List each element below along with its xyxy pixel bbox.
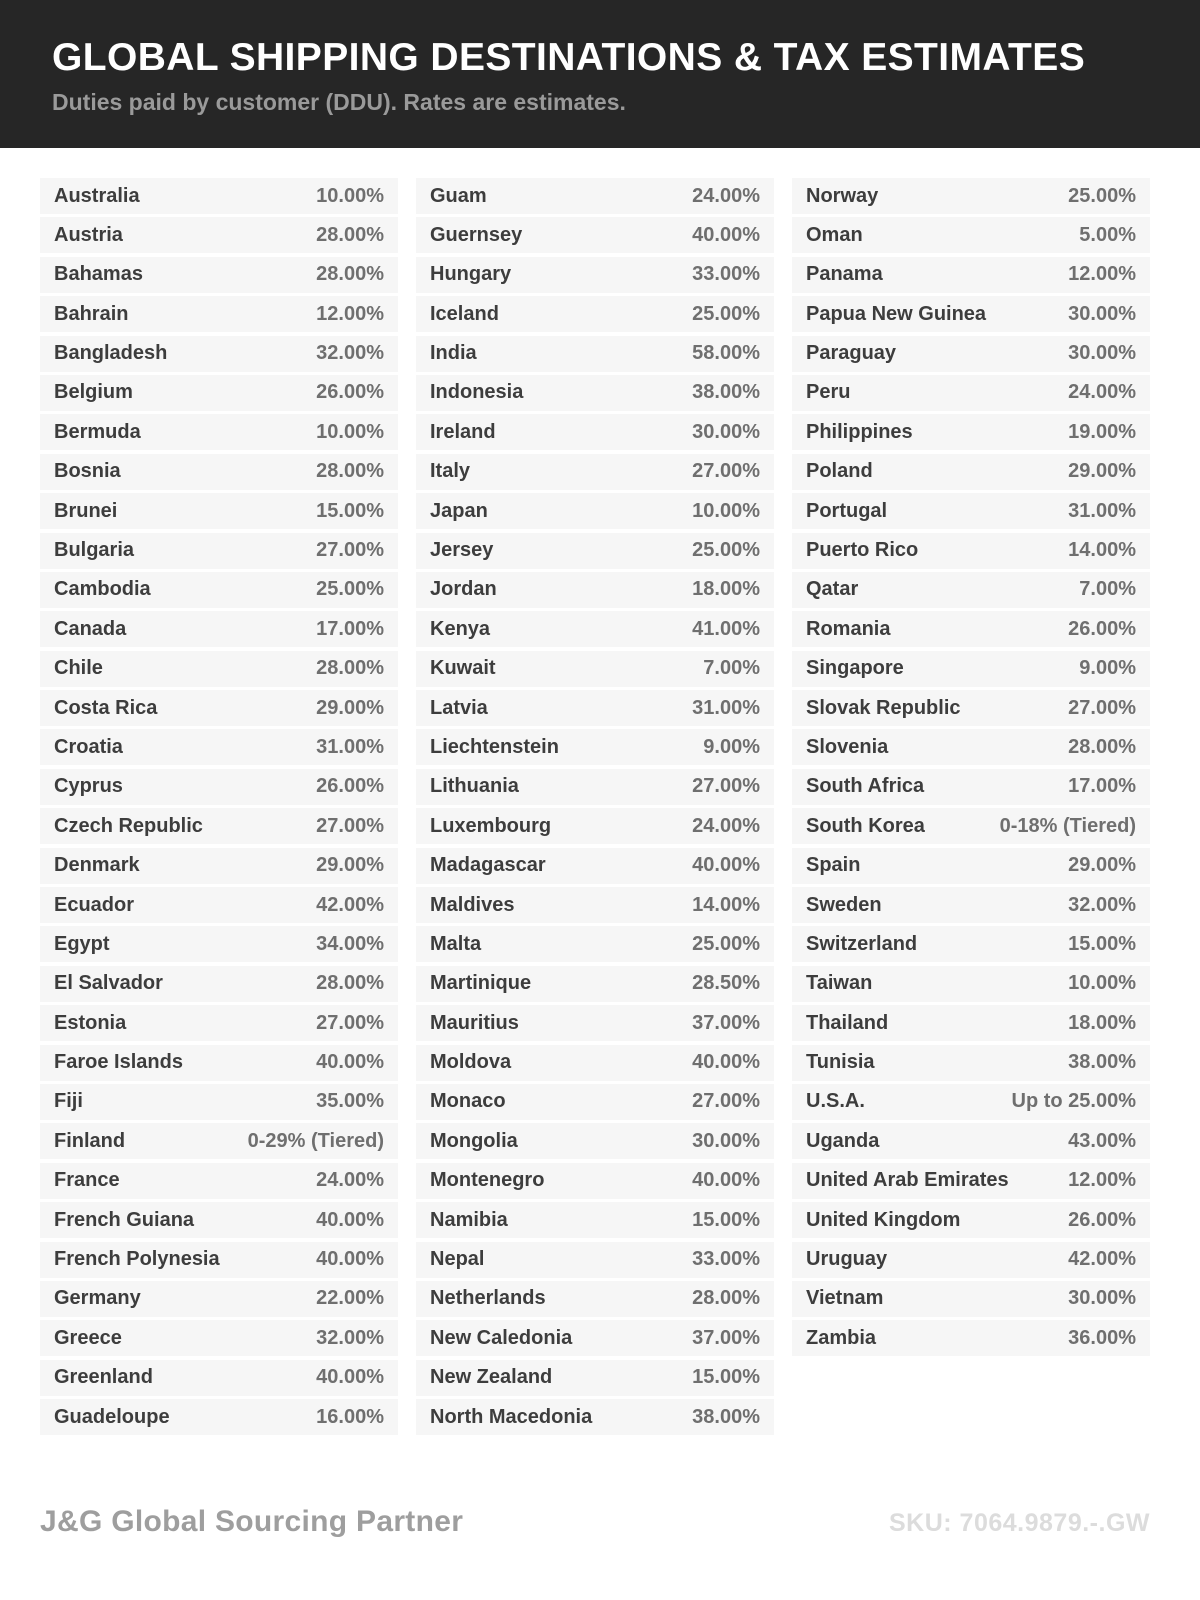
table-row	[416, 493, 774, 529]
table-row	[40, 533, 398, 569]
table-row	[416, 1045, 774, 1081]
table-row	[792, 808, 1150, 844]
country-name: Australia	[54, 184, 140, 207]
table-row	[792, 848, 1150, 884]
table-row	[40, 572, 398, 608]
tax-rate: 15.00%	[692, 1208, 760, 1231]
table-row	[40, 808, 398, 844]
tax-rate: 28.00%	[692, 1287, 760, 1310]
tax-rate: 10.00%	[692, 499, 760, 522]
tax-rate: 28.50%	[692, 972, 760, 995]
country-name: Vietnam	[806, 1287, 884, 1310]
tax-rate: 42.00%	[316, 893, 384, 916]
table-row	[792, 178, 1150, 214]
country-name: Iceland	[430, 302, 499, 325]
country-name: Latvia	[430, 696, 488, 719]
country-name: Martinique	[430, 972, 532, 995]
tax-rate: 9.00%	[703, 735, 760, 758]
table-row	[416, 257, 774, 293]
country-name: Uruguay	[806, 1248, 888, 1271]
header	[0, 0, 1200, 148]
table-row	[416, 1281, 774, 1317]
table-row	[416, 217, 774, 253]
tax-rate: 37.00%	[692, 1011, 760, 1034]
table-row	[416, 296, 774, 332]
sku-label: SKU: 7064.9879.-.GW	[889, 1509, 1150, 1537]
tax-rate: 24.00%	[316, 1169, 384, 1192]
country-name: Bosnia	[54, 460, 121, 483]
rate-column-3	[792, 178, 1150, 1360]
country-name: Costa Rica	[54, 696, 158, 719]
country-name: French Guiana	[54, 1208, 195, 1231]
country-name: Greece	[54, 1326, 122, 1349]
country-name: United Kingdom	[806, 1208, 961, 1231]
table-row	[40, 178, 398, 214]
tax-rate: 19.00%	[1068, 420, 1136, 443]
table-row	[792, 375, 1150, 411]
table-row	[416, 1242, 774, 1278]
table-row	[792, 217, 1150, 253]
tax-rate: 28.00%	[316, 657, 384, 680]
country-name: Guam	[430, 184, 487, 207]
table-row	[40, 1163, 398, 1199]
country-name: Cambodia	[54, 578, 151, 601]
country-name: France	[54, 1169, 120, 1192]
table-row	[416, 1399, 774, 1435]
table-row	[792, 257, 1150, 293]
table-row	[792, 926, 1150, 962]
country-name: Moldova	[430, 1051, 512, 1074]
country-name: Ecuador	[54, 893, 135, 916]
tax-rate: 15.00%	[316, 499, 384, 522]
table-row	[416, 611, 774, 647]
country-name: Ireland	[430, 420, 496, 443]
country-name: Mongolia	[430, 1129, 518, 1152]
country-name: Kuwait	[430, 657, 496, 680]
tax-rate: 38.00%	[692, 381, 760, 404]
table-row	[40, 769, 398, 805]
table-row	[416, 651, 774, 687]
table-row	[416, 1163, 774, 1199]
country-name: Montenegro	[430, 1169, 545, 1192]
tax-rate: 15.00%	[692, 1366, 760, 1389]
tax-rate: 17.00%	[1068, 775, 1136, 798]
country-name: Italy	[430, 460, 471, 483]
table-row	[792, 493, 1150, 529]
table-row	[40, 1242, 398, 1278]
tax-rate: 10.00%	[316, 420, 384, 443]
country-name: Bahrain	[54, 302, 129, 325]
tax-rate: 27.00%	[316, 814, 384, 837]
tax-rate: 41.00%	[692, 617, 760, 640]
table-row	[792, 1281, 1150, 1317]
table-row	[792, 1320, 1150, 1356]
country-name: Croatia	[54, 735, 123, 758]
tax-rate: 38.00%	[692, 1405, 760, 1428]
country-name: Guernsey	[430, 223, 523, 246]
tax-rate: 25.00%	[692, 932, 760, 955]
tax-rate: 40.00%	[692, 1169, 760, 1192]
tax-rate: 12.00%	[1068, 1169, 1136, 1192]
country-name: Brunei	[54, 499, 118, 522]
tax-rate: 29.00%	[1068, 460, 1136, 483]
table-row	[416, 336, 774, 372]
country-name: Bermuda	[54, 420, 141, 443]
table-row	[40, 848, 398, 884]
tax-rate: 27.00%	[316, 1011, 384, 1034]
tax-rate: 43.00%	[1068, 1129, 1136, 1152]
country-name: Finland	[54, 1129, 126, 1152]
country-name: Slovak Republic	[806, 696, 961, 719]
country-name: Slovenia	[806, 735, 889, 758]
country-name: Greenland	[54, 1366, 153, 1389]
tax-rate: 32.00%	[316, 1326, 384, 1349]
country-name: Namibia	[430, 1208, 508, 1231]
table-row	[416, 926, 774, 962]
country-name: Czech Republic	[54, 814, 203, 837]
country-name: Nepal	[430, 1248, 485, 1271]
tax-rate: 0-18% (Tiered)	[999, 814, 1136, 837]
tax-rate: 9.00%	[1079, 657, 1136, 680]
tax-rate: 17.00%	[316, 617, 384, 640]
table-row	[40, 926, 398, 962]
table-row	[40, 493, 398, 529]
country-name: Peru	[806, 381, 851, 404]
table-row	[40, 966, 398, 1002]
country-name: Indonesia	[430, 381, 524, 404]
country-name: French Polynesia	[54, 1248, 220, 1271]
page-title: GLOBAL SHIPPING DESTINATIONS & TAX ESTIMATES	[52, 36, 1086, 79]
table-row	[416, 454, 774, 490]
tax-rate: 33.00%	[692, 1248, 760, 1271]
country-name: U.S.A.	[806, 1090, 865, 1113]
tax-rate: 26.00%	[316, 775, 384, 798]
tax-rate: 14.00%	[1068, 539, 1136, 562]
tax-rate: Up to 25.00%	[1011, 1090, 1136, 1113]
tax-rate: 12.00%	[316, 302, 384, 325]
tax-rate: 24.00%	[692, 814, 760, 837]
country-name: Bahamas	[54, 263, 143, 286]
country-name: Madagascar	[430, 854, 546, 877]
country-name: Chile	[54, 657, 103, 680]
table-row	[40, 1123, 398, 1159]
country-name: Lithuania	[430, 775, 519, 798]
tax-rate: 28.00%	[316, 263, 384, 286]
country-name: Mauritius	[430, 1011, 519, 1034]
tax-rate: 31.00%	[692, 696, 760, 719]
tax-rate: 26.00%	[1068, 617, 1136, 640]
country-name: Poland	[806, 460, 873, 483]
table-row	[792, 1123, 1150, 1159]
country-name: Singapore	[806, 657, 904, 680]
table-row	[416, 178, 774, 214]
country-name: Switzerland	[806, 932, 918, 955]
table-row	[416, 533, 774, 569]
table-row	[792, 1084, 1150, 1120]
country-name: Spain	[806, 854, 861, 877]
country-name: Zambia	[806, 1326, 877, 1349]
table-row	[416, 1360, 774, 1396]
tax-rate: 34.00%	[316, 932, 384, 955]
table-row	[416, 375, 774, 411]
country-name: Maldives	[430, 893, 515, 916]
tax-rate: 27.00%	[692, 775, 760, 798]
table-row	[792, 336, 1150, 372]
tax-rate: 27.00%	[692, 460, 760, 483]
country-name: Kenya	[430, 617, 491, 640]
table-row	[792, 533, 1150, 569]
tax-rate: 25.00%	[316, 578, 384, 601]
tax-rate: 0-29% (Tiered)	[247, 1129, 384, 1152]
table-row	[40, 414, 398, 450]
country-name: Bulgaria	[54, 539, 135, 562]
country-name: Estonia	[54, 1011, 127, 1034]
tax-rate: 30.00%	[1068, 342, 1136, 365]
tax-rate: 42.00%	[1068, 1248, 1136, 1271]
table-row	[792, 1005, 1150, 1041]
rates-table	[40, 178, 1150, 1439]
tax-rate: 40.00%	[316, 1366, 384, 1389]
tax-rate: 26.00%	[316, 381, 384, 404]
table-row	[40, 887, 398, 923]
table-row	[792, 611, 1150, 647]
tax-rate: 40.00%	[692, 1051, 760, 1074]
tax-rate: 40.00%	[316, 1248, 384, 1271]
country-name: Paraguay	[806, 342, 897, 365]
table-row	[416, 729, 774, 765]
tax-rate: 26.00%	[1068, 1208, 1136, 1231]
tax-rate: 40.00%	[316, 1051, 384, 1074]
table-row	[40, 1005, 398, 1041]
country-name: Hungary	[430, 263, 512, 286]
tax-rate: 28.00%	[316, 460, 384, 483]
table-row	[416, 1005, 774, 1041]
table-row	[792, 296, 1150, 332]
country-name: Netherlands	[430, 1287, 546, 1310]
country-name: Portugal	[806, 499, 888, 522]
country-name: Liechtenstein	[430, 735, 559, 758]
footer	[40, 1505, 1150, 1539]
table-row	[792, 729, 1150, 765]
country-name: Jersey	[430, 539, 494, 562]
table-row	[416, 1084, 774, 1120]
tax-rate: 7.00%	[703, 657, 760, 680]
country-name: Belgium	[54, 381, 133, 404]
tax-rate: 7.00%	[1079, 578, 1136, 601]
country-name: South Korea	[806, 814, 925, 837]
country-name: North Macedonia	[430, 1405, 593, 1428]
table-row	[416, 966, 774, 1002]
table-row	[792, 651, 1150, 687]
table-row	[40, 375, 398, 411]
table-row	[792, 1045, 1150, 1081]
tax-rate: 29.00%	[1068, 854, 1136, 877]
country-name: Bangladesh	[54, 342, 168, 365]
tax-rate: 32.00%	[316, 342, 384, 365]
tax-rate: 30.00%	[692, 1129, 760, 1152]
tax-rate: 58.00%	[692, 342, 760, 365]
country-name: New Zealand	[430, 1366, 553, 1389]
tax-rate: 27.00%	[692, 1090, 760, 1113]
tax-rate: 28.00%	[1068, 735, 1136, 758]
table-row	[40, 217, 398, 253]
rate-column-2	[416, 178, 774, 1439]
country-name: Thailand	[806, 1011, 889, 1034]
tax-rate: 40.00%	[692, 854, 760, 877]
tax-rate: 31.00%	[316, 735, 384, 758]
country-name: New Caledonia	[430, 1326, 573, 1349]
table-row	[40, 1202, 398, 1238]
country-name: Austria	[54, 223, 123, 246]
tax-rate: 30.00%	[692, 420, 760, 443]
table-row	[40, 454, 398, 490]
table-row	[416, 690, 774, 726]
table-row	[40, 1360, 398, 1396]
table-row	[792, 1163, 1150, 1199]
table-row	[416, 848, 774, 884]
country-name: Guadeloupe	[54, 1405, 170, 1428]
tax-rate: 10.00%	[1068, 972, 1136, 995]
tax-rate: 25.00%	[692, 302, 760, 325]
country-name: Qatar	[806, 578, 859, 601]
country-name: United Arab Emirates	[806, 1169, 1009, 1192]
table-row	[40, 611, 398, 647]
country-name: Puerto Rico	[806, 539, 919, 562]
tax-rate: 27.00%	[1068, 696, 1136, 719]
country-name: Tunisia	[806, 1051, 875, 1074]
tax-rate: 35.00%	[316, 1090, 384, 1113]
tax-rate: 40.00%	[316, 1208, 384, 1231]
table-row	[40, 296, 398, 332]
tax-rate: 32.00%	[1068, 893, 1136, 916]
tax-rate: 37.00%	[692, 1326, 760, 1349]
table-row	[792, 1202, 1150, 1238]
table-row	[792, 572, 1150, 608]
tax-rate: 36.00%	[1068, 1326, 1136, 1349]
table-row	[416, 1123, 774, 1159]
tax-rate: 38.00%	[1068, 1051, 1136, 1074]
table-row	[40, 651, 398, 687]
tax-rate: 16.00%	[316, 1405, 384, 1428]
tax-rate: 5.00%	[1079, 223, 1136, 246]
country-name: Cyprus	[54, 775, 123, 798]
country-name: Philippines	[806, 420, 913, 443]
table-row	[416, 1202, 774, 1238]
country-name: Taiwan	[806, 972, 873, 995]
country-name: Fiji	[54, 1090, 83, 1113]
country-name: Romania	[806, 617, 891, 640]
tax-rate: 24.00%	[1068, 381, 1136, 404]
tax-rate: 10.00%	[316, 184, 384, 207]
table-row	[416, 414, 774, 450]
tax-rate: 27.00%	[316, 539, 384, 562]
tax-rate: 25.00%	[692, 539, 760, 562]
table-row	[40, 336, 398, 372]
tax-rate: 18.00%	[1068, 1011, 1136, 1034]
tax-rate: 22.00%	[316, 1287, 384, 1310]
table-row	[792, 690, 1150, 726]
country-name: Jordan	[430, 578, 497, 601]
table-row	[40, 1084, 398, 1120]
table-row	[792, 966, 1150, 1002]
table-row	[416, 887, 774, 923]
tax-rate: 14.00%	[692, 893, 760, 916]
country-name: Canada	[54, 617, 127, 640]
table-row	[40, 729, 398, 765]
table-row	[40, 690, 398, 726]
tax-rate: 18.00%	[692, 578, 760, 601]
tax-rate: 24.00%	[692, 184, 760, 207]
country-name: El Salvador	[54, 972, 163, 995]
tax-rate: 33.00%	[692, 263, 760, 286]
table-row	[416, 572, 774, 608]
country-name: Faroe Islands	[54, 1051, 183, 1074]
table-row	[416, 808, 774, 844]
table-row	[792, 1242, 1150, 1278]
country-name: South Africa	[806, 775, 925, 798]
tax-rate: 31.00%	[1068, 499, 1136, 522]
country-name: Norway	[806, 184, 879, 207]
table-row	[792, 414, 1150, 450]
tax-rate: 40.00%	[692, 223, 760, 246]
country-name: Germany	[54, 1287, 141, 1310]
tax-rate: 30.00%	[1068, 1287, 1136, 1310]
country-name: Sweden	[806, 893, 882, 916]
tax-rate: 15.00%	[1068, 932, 1136, 955]
table-row	[40, 1320, 398, 1356]
country-name: India	[430, 342, 477, 365]
table-row	[792, 454, 1150, 490]
table-row	[40, 1045, 398, 1081]
table-row	[40, 1399, 398, 1435]
country-name: Monaco	[430, 1090, 506, 1113]
country-name: Oman	[806, 223, 863, 246]
brand-name: J&G Global Sourcing Partner	[40, 1505, 464, 1538]
country-name: Luxembourg	[430, 814, 552, 837]
tax-rate: 28.00%	[316, 972, 384, 995]
country-name: Malta	[430, 932, 482, 955]
table-row	[40, 257, 398, 293]
tax-rate: 29.00%	[316, 854, 384, 877]
rate-column-1	[40, 178, 398, 1439]
tax-rate: 29.00%	[316, 696, 384, 719]
tax-rate: 28.00%	[316, 223, 384, 246]
table-row	[416, 1320, 774, 1356]
table-row	[416, 769, 774, 805]
page-subtitle: Duties paid by customer (DDU). Rates are estimates.	[52, 89, 626, 115]
country-name: Japan	[430, 499, 488, 522]
table-row	[792, 769, 1150, 805]
tax-rate: 12.00%	[1068, 263, 1136, 286]
country-name: Panama	[806, 263, 883, 286]
table-row	[40, 1281, 398, 1317]
country-name: Uganda	[806, 1129, 880, 1152]
country-name: Egypt	[54, 932, 110, 955]
country-name: Papua New Guinea	[806, 302, 987, 325]
tax-rate: 25.00%	[1068, 184, 1136, 207]
tax-rate: 30.00%	[1068, 302, 1136, 325]
table-row	[792, 887, 1150, 923]
country-name: Denmark	[54, 854, 140, 877]
